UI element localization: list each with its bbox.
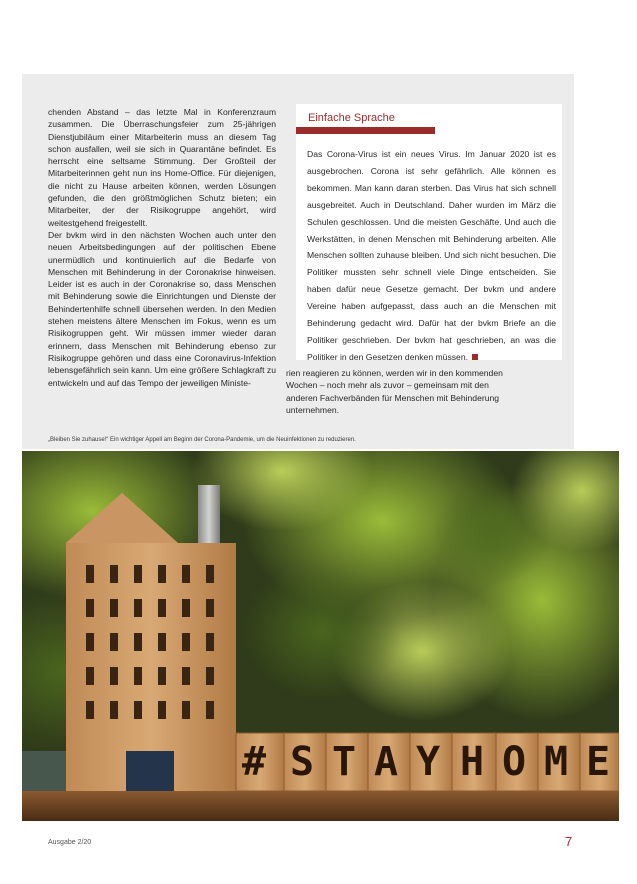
block-letter: Y [416,739,441,785]
easy-language-text-block [307,146,556,366]
title-accent-bar [296,127,435,134]
left-text-column [48,106,276,389]
end-square-icon [472,354,478,360]
easy-language-text: Das Corona-Virus ist ein neues Virus. Im Januar 2020 ist es ausgebrochen. Corona ist sehr gefährlich. Alle können es bekommen. Man kann daran sterben. Das Virus hat sich schnell ausgebreitet. Auch in Deutschland. Daher wurden im März die Schulen geschlossen. Und die meisten Geschäfte. Und auch die Werkstätten, in denen Menschen mit Behinderung arbeiten. Alle Menschen sollten zuhause bleiben. Und sich nicht besuchen. Die Politiker mussten sehr schnell viele Dinge entscheiden. Sie haben dafür neue Gesetze gemacht. Der bvkm und andere Vereine haben aufgepasst, dass auch an die Menschen mit Behinderung gedacht wird. Dafür hat der bvkm Briefe an die Politiker geschrieben. Der bvkm hat geschrieben, an was die Politiker in den Gesetzen denken müssen. [307,149,556,362]
left-paragraph-1: chenden Abstand – das letzte Mal in Konferenzraum zusammen. Die Überraschungsfeier zum 25-jährigen Dienstjubiläum einer Mitarbeiterin muss an diesem Tag schon ausfallen, weil sie sich in Quarantäne befindet. Es herrscht eine seltsame Stimmung. Der Großteil der Mitarbeiterinnen geht nun ins Home-Office. Für diejenigen, die nicht zu Hause arbeiten können, werden Lösungen gefunden, die den größtmöglichen Schutz bieten; ein Mitarbeiter, der der Risikogruppe angehört, wird weitestgehend freigestellt. [48,107,276,228]
stayhome-photo-illustration [22,451,619,821]
block-letter: E [586,739,611,785]
block-letter: H [460,739,485,785]
left-paragraph-2: Der bvkm wird in den nächsten Wochen auch unter den neuen Arbeitsbedingungen auf der politischen Ebene unermüdlich und kontinuierlich auf die Bedarfe von Menschen mit Behinderung in der Coronakrise hinweisen. Leider ist es auch in der Coronakrise so, dass Menschen mit Behinderung sowie die Einrichtungen und Dienste der Behindertenhilfe schnell übersehen werden. In den Medien stehen meistens ältere Menschen im Fokus, wenn es um Risikogruppen geht. Wir müssen immer wieder daran erinnern, dass Menschen mit Behinderung ebenso zur Risikogruppe gehören und dass eine Coronavirus-Infektion lebensgefährlich sein kann. Um eine größere Schlagkraft zu entwickeln und auf das Tempo der jeweiligen Ministe- [48,229,276,388]
easy-language-title: Einfache Sprache [308,112,395,124]
block-letter: O [502,739,527,785]
block-letter: S [290,739,315,785]
right-paragraph-1: rien reagieren zu können, werden wir in den kommenden Wochen – noch mehr als zuvor – gemeinsam mit den anderen Fachverbänden für Menschen mit Behinderung unternehmen. [286,368,503,415]
block-letter: T [332,739,357,785]
page-number: 7 [565,834,573,849]
block-letter: # [242,739,267,785]
stayhome-photo [22,451,619,821]
issue-label: Ausgabe 2/20 [48,839,92,846]
photo-caption: „Bleiben Sie zuhause!“ Ein wichtiger Appell am Beginn der Corona-Pandemie, um die Neuinfektionen zu reduzieren. [48,437,356,443]
right-text-column [286,367,512,416]
block-letter: M [544,739,569,785]
block-letter: A [374,739,399,785]
easy-language-box [296,104,562,360]
